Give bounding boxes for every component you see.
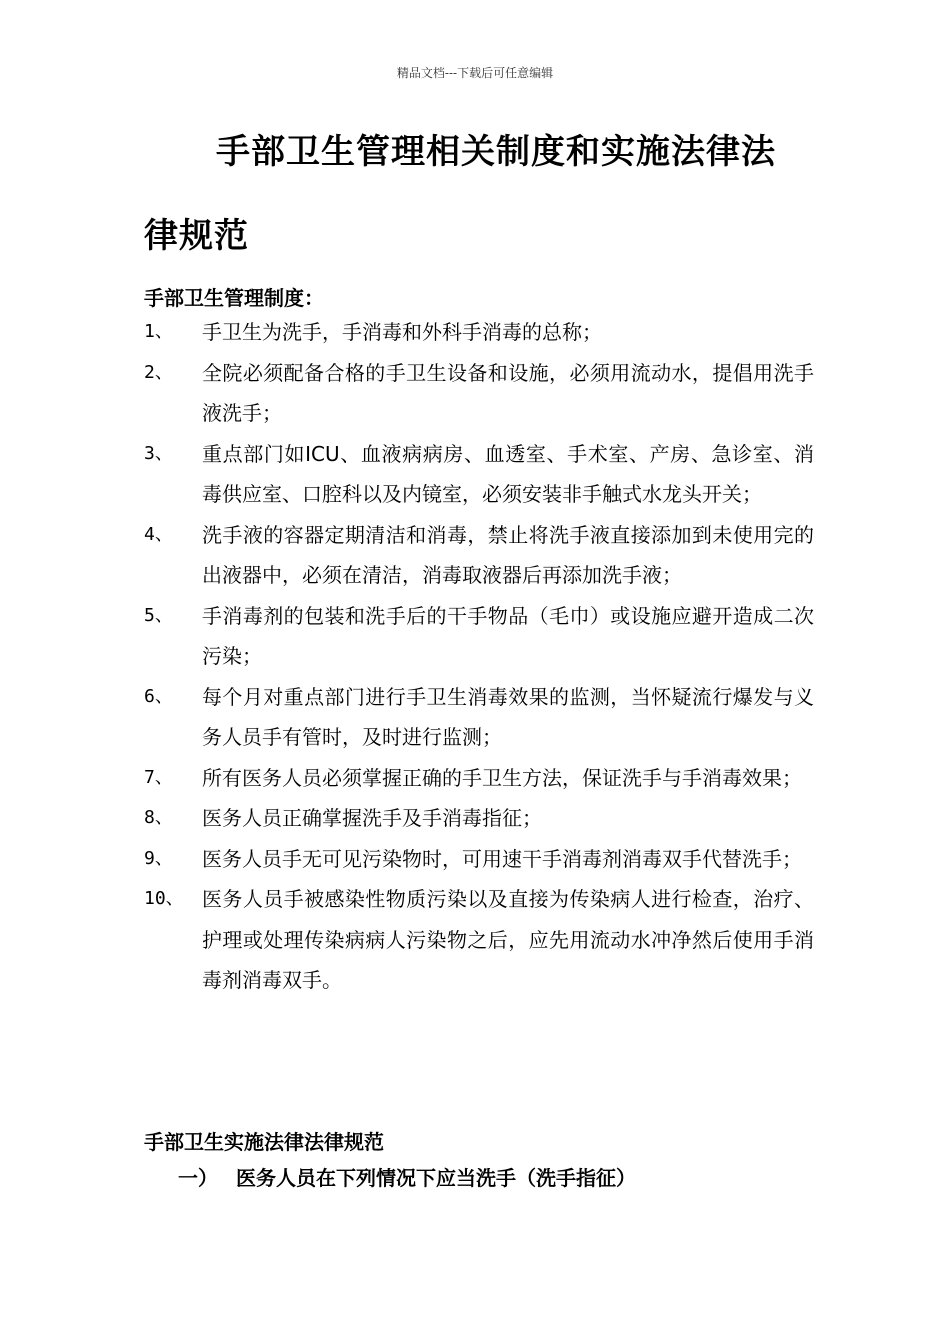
rule-text: 医务人员手被感染性物质污染以及直接为传染病人进行检查，治疗、护理或处理传染病病人污染物之后，应先用流动水冲净然后使用手消毒剂消毒双手。 (202, 887, 814, 992)
rule-text: 重点部门如ICU、血液病病房、血透室、手术室、产房、急诊室、消毒供应室、口腔科以及内镜室，必须安装非手触式水龙头开关； (202, 441, 814, 506)
rule-item (144, 839, 814, 880)
rule-number: 10、 (144, 888, 184, 909)
rule-number: 5、 (144, 604, 173, 626)
page-header-note: 精品文档---下载后可任意编辑 (396, 66, 554, 80)
rule-text: 全院必须配备合格的手卫生设备和设施，必须用流动水，提倡用洗手液洗手； (202, 360, 814, 425)
rule-item (144, 353, 814, 434)
section-heading-legal-norms: 手部卫生实施法律法律规范 (144, 1130, 384, 1154)
section-heading-management-rules: 手部卫生管理制度： (144, 286, 324, 310)
subsection-hand-washing-indications (178, 1162, 636, 1191)
rule-text: 医务人员手无可见污染物时，可用速干手消毒剂消毒双手代替洗手； (202, 846, 802, 871)
rule-number: 6、 (144, 685, 173, 707)
rule-text: 洗手液的容器定期清洁和消毒，禁止将洗手液直接添加到未使用完的出液器中，必须在清洁，消毒取液器后再添加洗手液； (202, 522, 814, 587)
rule-item (144, 596, 814, 677)
rule-item (144, 434, 814, 515)
management-rules-list (144, 312, 814, 1001)
rule-number: 9、 (144, 847, 173, 869)
subsection-title: 医务人员在下列情况下应当洗手（洗手指征） (236, 1166, 636, 1190)
rule-text: 所有医务人员必须掌握正确的手卫生方法，保证洗手与手消毒效果； (202, 765, 802, 790)
rule-item (144, 677, 814, 758)
rule-item (144, 758, 814, 799)
rule-number: 1、 (144, 321, 173, 342)
rule-item (144, 312, 814, 353)
subsection-number: 一） (178, 1166, 218, 1190)
rule-text: 手卫生为洗手，手消毒和外科手消毒的总称； (202, 320, 602, 344)
rule-number: 8、 (144, 807, 173, 828)
rule-number: 2、 (144, 361, 173, 383)
rule-number: 4、 (144, 523, 173, 545)
rule-number: 3、 (144, 442, 173, 464)
rule-item (144, 798, 814, 839)
rule-item (144, 879, 814, 1001)
document-title-line-1: 手部卫生管理相关制度和实施法律法 (216, 132, 776, 172)
rule-text: 每个月对重点部门进行手卫生消毒效果的监测，当怀疑流行爆发与义务人员手有管时，及时进行监测； (202, 684, 814, 749)
rule-number: 7、 (144, 766, 173, 788)
rule-item (144, 515, 814, 596)
rule-text: 医务人员正确掌握洗手及手消毒指征； (202, 806, 542, 830)
document-title-line-2: 律规范 (144, 216, 249, 256)
rule-text: 手消毒剂的包装和洗手后的干手物品（毛巾）或设施应避开造成二次污染； (202, 603, 814, 668)
